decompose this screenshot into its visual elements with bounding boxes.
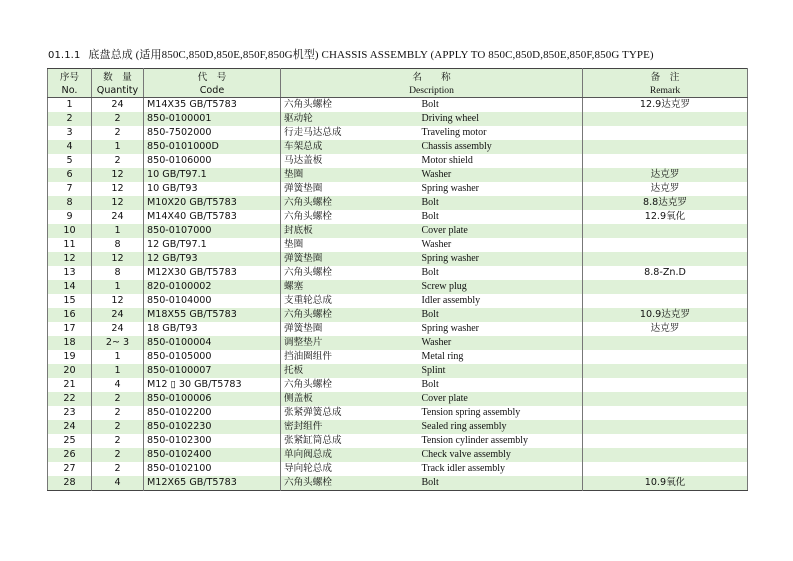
- table-row: [48, 168, 748, 182]
- cell-no: 4: [48, 140, 92, 154]
- cell-name-cn: 马达盖板: [281, 154, 419, 168]
- cell-name-en: Sealed ring assembly: [419, 420, 583, 434]
- cell-name-cn: 弹簧垫圈: [281, 252, 419, 266]
- cell-code: 10 GB/T93: [144, 182, 281, 196]
- cell-name-cn: 封底板: [281, 224, 419, 238]
- cell-quantity: 4: [92, 476, 144, 491]
- cell-remark: [583, 294, 748, 308]
- cell-remark: [583, 280, 748, 294]
- table-row: [48, 182, 748, 196]
- cell-name-cn: 张紧缸筒总成: [281, 434, 419, 448]
- cell-remark: 8.8-Zn.D: [583, 266, 748, 280]
- table-row: [48, 294, 748, 308]
- cell-remark: 达克罗: [583, 168, 748, 182]
- cell-no: 26: [48, 448, 92, 462]
- cell-no: 15: [63, 295, 76, 306]
- cell-no: 17: [63, 323, 76, 334]
- cell-name-en: Track idler assembly: [421, 463, 506, 474]
- cell-remark: [583, 238, 748, 252]
- cell-name-cn: 六角头螺栓: [281, 266, 419, 280]
- cell-no: 2: [48, 112, 92, 126]
- cell-name-en: Traveling motor: [421, 127, 487, 138]
- section-title: 底盘总成 (适用850C,850D,850E,850F,850G机型) CHASSIS ASSEMBLY (APPLY TO 850C,850D,850E,850F,850G TYPE): [88, 49, 654, 61]
- table-row: [48, 238, 748, 252]
- cell-quantity: 2: [92, 448, 144, 462]
- cell-code: M10X20 GB/T5783: [144, 196, 281, 210]
- table-row: [48, 322, 748, 336]
- cell-quantity: 12: [92, 196, 144, 210]
- table-row: [48, 378, 748, 392]
- cell-quantity: 2: [92, 392, 144, 406]
- cell-name-en: Tension cylinder assembly: [421, 435, 528, 446]
- cell-name-cn: 导向轮总成: [281, 462, 419, 476]
- cell-remark: [583, 378, 748, 392]
- table-row: [48, 448, 748, 462]
- cell-no: 27: [63, 463, 76, 474]
- cell-no: 10: [48, 224, 92, 238]
- cell-name-en: Cover plate: [419, 224, 583, 238]
- cell-remark: 10.9达克罗: [583, 308, 748, 322]
- table-row: [48, 196, 748, 210]
- document-title: [48, 46, 654, 62]
- cell-code: M18X55 GB/T5783: [144, 308, 281, 322]
- header-remark-cn: 备 注: [583, 69, 748, 84]
- cell-quantity: 2: [92, 406, 144, 420]
- cell-no: 14: [48, 280, 92, 294]
- cell-name-cn: 垫圈: [281, 168, 419, 182]
- header-row-cn: [48, 69, 748, 84]
- table-body: [48, 98, 748, 491]
- cell-name-en: Metal ring: [421, 351, 464, 362]
- cell-name-en: Spring washer: [421, 323, 479, 334]
- cell-no: 20: [48, 364, 92, 378]
- table-row: [48, 280, 748, 294]
- cell-code: 850-0107000: [144, 224, 281, 238]
- cell-name-cn: 挡油圈组件: [281, 350, 419, 364]
- cell-remark: 8.8达克罗: [583, 196, 748, 210]
- cell-name-en: Bolt: [419, 308, 583, 322]
- cell-no: 19: [63, 351, 76, 362]
- table-row: [48, 98, 748, 113]
- header-no-cn: 序号: [48, 69, 92, 84]
- table-row: [48, 112, 748, 126]
- header-name-en: Description: [281, 83, 583, 98]
- cell-remark: [583, 252, 748, 266]
- header-qty-en: Quantity: [92, 83, 144, 98]
- cell-name-en: Cover plate: [419, 392, 583, 406]
- table-row: [48, 462, 748, 476]
- cell-no: 13: [63, 267, 76, 278]
- cell-quantity: 1: [92, 140, 144, 154]
- cell-no: 16: [48, 308, 92, 322]
- cell-name-en: Bolt: [419, 476, 583, 491]
- cell-quantity: 2: [92, 154, 144, 168]
- table-row: [48, 420, 748, 434]
- cell-code: 850-0102230: [144, 420, 281, 434]
- table-row: [48, 392, 748, 406]
- table-row: [48, 126, 748, 140]
- table-row: [48, 434, 748, 448]
- cell-name-en: Motor shield: [421, 155, 473, 166]
- cell-remark: 10.9氧化: [583, 476, 748, 491]
- cell-name-en: Spring washer: [419, 252, 583, 266]
- table-row: [48, 266, 748, 280]
- cell-name-en: Spring washer: [421, 183, 479, 194]
- table-row: [48, 308, 748, 322]
- cell-remark: [583, 448, 748, 462]
- cell-quantity: 12: [92, 294, 144, 308]
- cell-name-cn: 弹簧垫圈: [281, 182, 419, 196]
- cell-code: M12 ▯ 30 GB/T5783: [144, 378, 281, 392]
- cell-code: 850-0100004: [144, 336, 281, 350]
- cell-quantity: 12: [92, 252, 144, 266]
- cell-name-en: Screw plug: [419, 280, 583, 294]
- cell-remark: [583, 126, 748, 140]
- cell-quantity: 1: [92, 350, 144, 364]
- header-code-cn: 代 号: [144, 69, 281, 84]
- cell-code: 850-0105000: [144, 350, 281, 364]
- cell-no: 18: [48, 336, 92, 350]
- cell-remark: 12.9氧化: [583, 210, 748, 224]
- cell-quantity: 12: [92, 168, 144, 182]
- cell-code: 820-0100002: [144, 280, 281, 294]
- cell-no: 6: [48, 168, 92, 182]
- table-row: [48, 224, 748, 238]
- cell-remark: 达克罗: [583, 322, 748, 336]
- cell-name-en: Bolt: [421, 211, 439, 222]
- table-row: [48, 406, 748, 420]
- cell-remark: [583, 462, 748, 476]
- cell-name-en: Tension spring assembly: [421, 407, 521, 418]
- cell-no: 1: [66, 99, 73, 110]
- cell-no: 24: [48, 420, 92, 434]
- cell-quantity: 24: [92, 210, 144, 224]
- cell-code: 850-0102200: [144, 406, 281, 420]
- cell-code: 850-0100001: [144, 112, 281, 126]
- cell-name-en: Splint: [419, 364, 583, 378]
- header-remark-en: Remark: [583, 83, 748, 98]
- cell-remark: [583, 154, 748, 168]
- cell-name-cn: 垫圈: [281, 238, 419, 252]
- cell-name-cn: 行走马达总成: [281, 126, 419, 140]
- cell-code: 850-0102300: [144, 434, 281, 448]
- section-number: 01.1.1: [48, 50, 81, 61]
- cell-name-cn: 六角头螺栓: [281, 476, 419, 491]
- cell-code: M12X30 GB/T5783: [144, 266, 281, 280]
- cell-no: 7: [66, 183, 73, 194]
- cell-code: 850-0106000: [144, 154, 281, 168]
- cell-name-en: Bolt: [421, 99, 439, 110]
- cell-name-en: Bolt: [421, 267, 439, 278]
- cell-name-cn: 调整垫片: [281, 336, 419, 350]
- cell-no: 28: [48, 476, 92, 491]
- cell-quantity: 24: [92, 322, 144, 336]
- cell-quantity: 1: [92, 364, 144, 378]
- cell-remark: [583, 336, 748, 350]
- cell-code: M14X40 GB/T5783: [144, 210, 281, 224]
- cell-no: 25: [63, 435, 76, 446]
- cell-code: 18 GB/T93: [144, 322, 281, 336]
- table-row: [48, 140, 748, 154]
- table-row: [48, 364, 748, 378]
- table-row: [48, 350, 748, 364]
- cell-name-cn: 弹簧垫圈: [281, 322, 419, 336]
- cell-name-cn: 密封组件: [281, 420, 419, 434]
- cell-name-cn: 单向阀总成: [281, 448, 419, 462]
- cell-no: 5: [66, 155, 73, 166]
- cell-name-cn: 支重轮总成: [281, 294, 419, 308]
- cell-quantity: 8: [92, 266, 144, 280]
- cell-quantity: 24: [92, 98, 144, 113]
- cell-no: 9: [66, 211, 73, 222]
- cell-code: 10 GB/T97.1: [144, 168, 281, 182]
- cell-name-cn: 侧盖板: [281, 392, 419, 406]
- cell-name-cn: 驱动轮: [281, 112, 419, 126]
- cell-remark: [583, 224, 748, 238]
- cell-name-cn: 六角头螺栓: [281, 378, 419, 392]
- cell-quantity: 2: [92, 434, 144, 448]
- header-row-en: [48, 83, 748, 98]
- cell-quantity: 1: [92, 224, 144, 238]
- cell-name-en: Idler assembly: [421, 295, 481, 306]
- cell-code: 850-0104000: [144, 294, 281, 308]
- cell-code: 850-0100006: [144, 392, 281, 406]
- cell-name-cn: 六角头螺栓: [281, 308, 419, 322]
- cell-no: 3: [66, 127, 73, 138]
- cell-name-cn: 六角头螺栓: [281, 210, 419, 224]
- header-no-en: No.: [48, 83, 92, 98]
- cell-remark: [583, 392, 748, 406]
- cell-remark: [583, 112, 748, 126]
- header-qty-cn: 数 量: [92, 69, 144, 84]
- cell-remark: 达克罗: [583, 182, 748, 196]
- cell-code: 850-0102400: [144, 448, 281, 462]
- cell-no: 8: [48, 196, 92, 210]
- cell-quantity: 2~ 3: [92, 336, 144, 350]
- cell-code: 850-7502000: [144, 126, 281, 140]
- cell-no: 11: [63, 239, 76, 250]
- cell-quantity: 12: [92, 182, 144, 196]
- cell-remark: [583, 140, 748, 154]
- header-code-en: Code: [144, 83, 281, 98]
- cell-remark: [583, 420, 748, 434]
- cell-name-en: Washer: [419, 336, 583, 350]
- cell-name-en: Check valve assembly: [419, 448, 583, 462]
- cell-name-cn: 车架总成: [281, 140, 419, 154]
- cell-code: 850-0100007: [144, 364, 281, 378]
- cell-name-cn: 螺塞: [281, 280, 419, 294]
- cell-code: 850-0101000D: [144, 140, 281, 154]
- cell-code: M12X65 GB/T5783: [144, 476, 281, 491]
- cell-quantity: 2: [92, 112, 144, 126]
- cell-code: 850-0102100: [144, 462, 281, 476]
- cell-remark: [583, 364, 748, 378]
- parts-table: [47, 68, 748, 491]
- table-row: [48, 336, 748, 350]
- cell-quantity: 24: [92, 308, 144, 322]
- cell-code: 12 GB/T97.1: [144, 238, 281, 252]
- cell-name-cn: 张紧弹簧总成: [281, 406, 419, 420]
- cell-name-en: Washer: [421, 239, 452, 250]
- table-row: [48, 154, 748, 168]
- table-row: [48, 476, 748, 491]
- cell-quantity: 2: [92, 420, 144, 434]
- cell-name-en: Bolt: [421, 379, 439, 390]
- cell-quantity: 1: [92, 280, 144, 294]
- cell-quantity: 8: [92, 238, 144, 252]
- cell-quantity: 2: [92, 126, 144, 140]
- cell-remark: [583, 350, 748, 364]
- cell-no: 22: [48, 392, 92, 406]
- cell-name-cn: 托板: [281, 364, 419, 378]
- cell-name-en: Bolt: [419, 196, 583, 210]
- cell-name-cn: 六角头螺栓: [281, 98, 419, 113]
- header-name-cn: 名 称: [281, 69, 583, 84]
- cell-remark: [583, 434, 748, 448]
- cell-code: M14X35 GB/T5783: [144, 98, 281, 113]
- cell-name-en: Chassis assembly: [419, 140, 583, 154]
- cell-quantity: 2: [92, 462, 144, 476]
- cell-name-en: Driving wheel: [419, 112, 583, 126]
- cell-remark: [583, 406, 748, 420]
- cell-no: 12: [48, 252, 92, 266]
- cell-remark: 12.9达克罗: [583, 98, 748, 113]
- table-row: [48, 252, 748, 266]
- cell-no: 21: [63, 379, 76, 390]
- cell-no: 23: [63, 407, 76, 418]
- cell-name-en: Washer: [419, 168, 583, 182]
- cell-name-cn: 六角头螺栓: [281, 196, 419, 210]
- cell-quantity: 4: [92, 378, 144, 392]
- table-row: [48, 210, 748, 224]
- cell-code: 12 GB/T93: [144, 252, 281, 266]
